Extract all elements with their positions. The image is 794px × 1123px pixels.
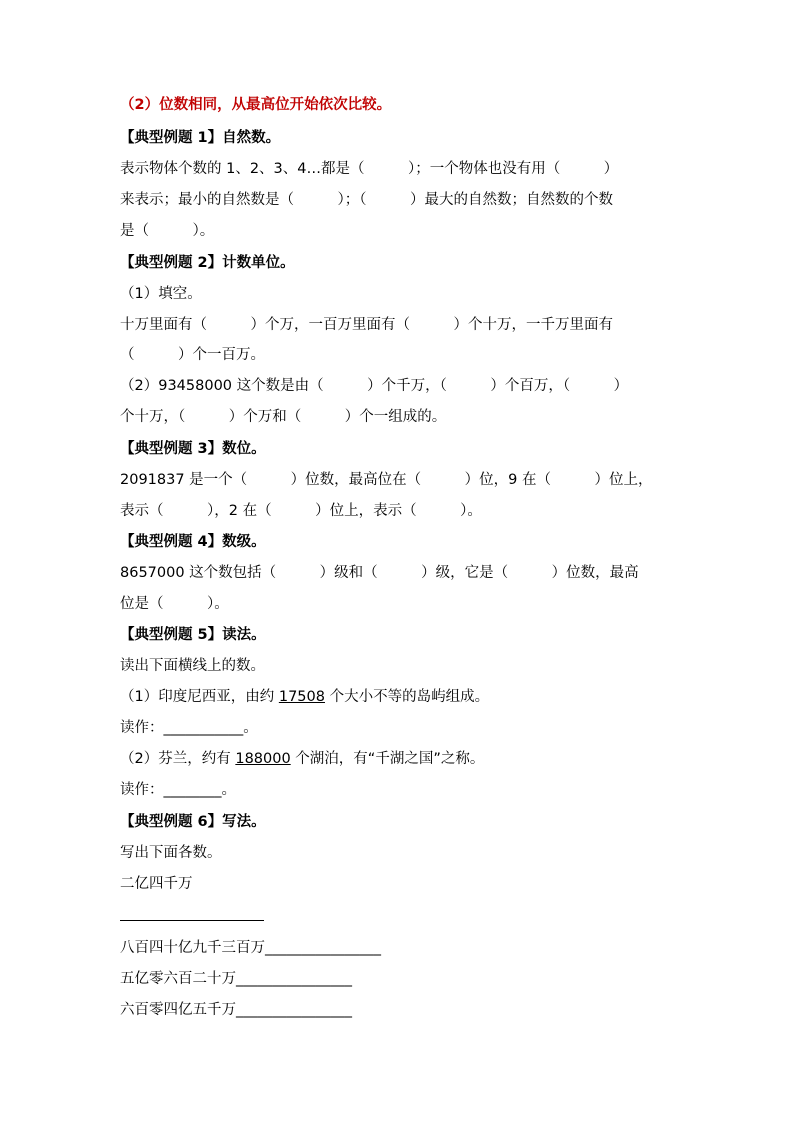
- example-2-sub-1: （1）填空。: [120, 286, 202, 302]
- question-2-suffix: 个湖泊，有“千湖之国”之称。: [290, 751, 485, 767]
- question-2-number: 188000: [235, 751, 291, 767]
- example-2-title: 【典型例题 2】计数单位。: [120, 255, 295, 271]
- question-1-suffix: 个大小不等的岛屿组成。: [324, 689, 490, 705]
- example-4-line-1: 8657000 这个数包括（ ）级和（ ）级，它是（ ）位数，最高: [120, 565, 639, 581]
- example-3-line-1: 2091837 是一个（ ）位数，最高位在（ ）位，9 在（ ）位上，: [120, 472, 653, 488]
- example-2-line-2: （ ）个一百万。: [120, 347, 265, 363]
- example-2-line-3: （2）93458000 这个数是由（ ）个千万，（ ）个百万，（ ）: [120, 378, 629, 394]
- question-2-prefix: （2）芬兰，约有: [120, 751, 236, 767]
- example-5-answer-2: 读作：________。: [120, 782, 236, 798]
- example-3-line-2: 表示（ ），2 在（ ）位上，表示（ ）。: [120, 503, 482, 519]
- example-5-intro: 读出下面横线上的数。: [120, 658, 265, 674]
- section-heading: （2）位数相同，从最高位开始依次比较。: [120, 97, 392, 113]
- example-3-title: 【典型例题 3】数位。: [120, 441, 266, 457]
- answer-blank-line: [120, 920, 264, 921]
- example-2-line-4: 个十万，（ ）个万和（ ）个一组成的。: [120, 409, 447, 425]
- example-6-title: 【典型例题 6】写法。: [120, 814, 266, 830]
- question-1-number: 17508: [278, 689, 325, 705]
- example-1-line-2: 来表示；最小的自然数是（ ）；（ ）最大的自然数；自然数的个数: [120, 192, 613, 208]
- example-6-item-c: 五亿零六百二十万________________: [120, 971, 352, 987]
- example-5-question-1: [120, 687, 489, 707]
- question-1-prefix: （1）印度尼西亚，由约: [120, 689, 279, 705]
- example-5-answer-1: 读作：___________。: [120, 720, 258, 736]
- example-4-line-2: 位是（ ）。: [120, 596, 229, 612]
- example-1-line-3: 是（ ）。: [120, 223, 215, 239]
- example-6-item-a: 二亿四千万: [120, 876, 193, 892]
- example-6-item-b: 八百四十亿九千三百万________________: [120, 940, 381, 956]
- example-5-question-2: [120, 749, 484, 769]
- example-6-item-d: 六百零四亿五千万________________: [120, 1002, 352, 1018]
- example-5-title: 【典型例题 5】读法。: [120, 627, 266, 643]
- example-1-line-1: 表示物体个数的 1、2、3、4…都是（ ）；一个物体也没有用（ ）: [120, 161, 619, 177]
- example-6-intro: 写出下面各数。: [120, 845, 222, 861]
- example-1-title: 【典型例题 1】自然数。: [120, 130, 281, 146]
- example-2-line-1: 十万里面有（ ）个万，一百万里面有（ ）个十万，一千万里面有: [120, 317, 613, 333]
- example-4-title: 【典型例题 4】数级。: [120, 534, 266, 550]
